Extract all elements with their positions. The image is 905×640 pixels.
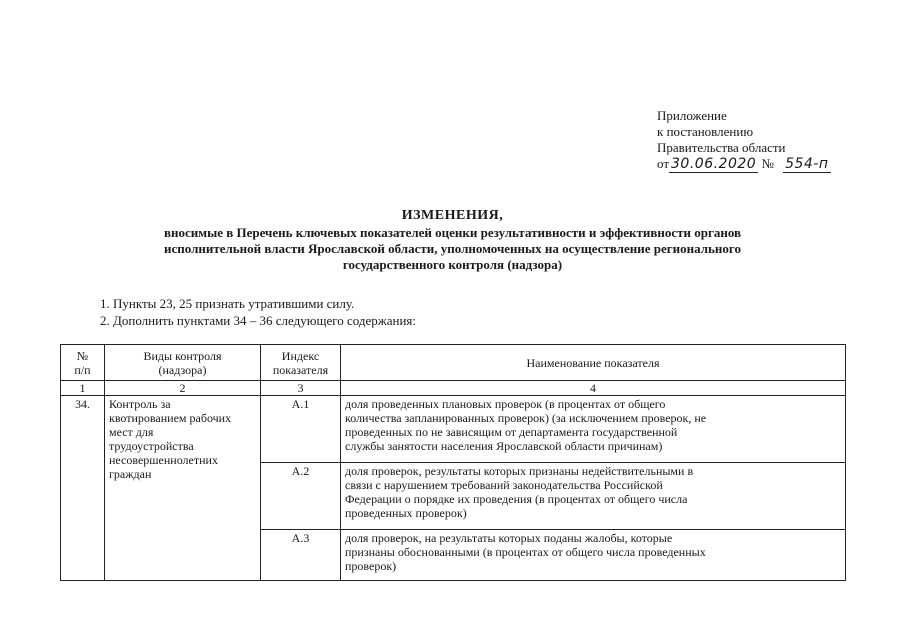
document-heading bbox=[100, 207, 805, 273]
appendix-line: Правительства области bbox=[657, 140, 786, 155]
column-number: 3 bbox=[261, 381, 341, 396]
header-name: Наименование показателя bbox=[341, 345, 846, 381]
indicator-name: доля проверок, результаты которых признаны недействительными в связи с нарушением требований законодательства Российской Федерации о порядке их проведения (в процентах от общего числа проведенных проверок) bbox=[341, 463, 846, 530]
indicator-name: доля проверок, на результаты которых поданы жалобы, которые признаны обоснованными (в процентах от общего числа проведенных проверок) bbox=[341, 530, 846, 581]
header-num: № п/п bbox=[61, 345, 105, 381]
indicators-table bbox=[60, 344, 846, 581]
amendment-item: 1. Пункты 23, 25 признать утратившими силу. bbox=[100, 296, 355, 311]
indicator-index: А.2 bbox=[261, 463, 341, 530]
column-number: 2 bbox=[105, 381, 261, 396]
column-number: 4 bbox=[341, 381, 846, 396]
header-type: Виды контроля (надзора) bbox=[105, 345, 261, 381]
indicator-index: А.1 bbox=[261, 396, 341, 463]
column-number: 1 bbox=[61, 381, 105, 396]
appendix-block bbox=[657, 108, 831, 172]
handwritten-number: 554-п bbox=[785, 156, 829, 172]
handwritten-date: 30.06.2020 bbox=[671, 156, 757, 172]
amendment-item: 2. Дополнить пунктами 34 – 36 следующего содержания: bbox=[100, 313, 417, 328]
indicator-index: А.3 bbox=[261, 530, 341, 581]
number-sign: № bbox=[761, 156, 774, 171]
document-subtitle-line: вносимые в Перечень ключевых показателей оценки результативности и эффективности органов bbox=[163, 225, 742, 240]
from-prefix: от bbox=[657, 156, 670, 171]
appendix-line: к постановлению bbox=[657, 124, 754, 139]
appendix-date-line bbox=[657, 156, 831, 172]
table-row bbox=[61, 396, 846, 463]
row-number: 34. bbox=[61, 396, 105, 581]
header-index: Индекс показателя bbox=[261, 345, 341, 381]
table-header-row bbox=[61, 345, 846, 381]
document-subtitle-line: государственного контроля (надзора) bbox=[342, 257, 563, 272]
amendment-items bbox=[100, 295, 416, 329]
column-number-row bbox=[61, 381, 846, 396]
indicator-name: доля проведенных плановых проверок (в процентах от общего количества запланированных проверок) (за исключением проверок, не проведенных по не зависящим от департамента государственной службы занятости населения Ярославской области причинам) bbox=[341, 396, 846, 463]
document-subtitle-line: исполнительной власти Ярославской области, уполномоченных на осуществление регионального bbox=[164, 241, 741, 256]
appendix-line: Приложение bbox=[657, 108, 727, 123]
document-title: ИЗМЕНЕНИЯ, bbox=[401, 208, 504, 223]
control-type: Контроль за квотированием рабочих мест для трудоустройства несовершеннолетних граждан bbox=[105, 396, 261, 581]
